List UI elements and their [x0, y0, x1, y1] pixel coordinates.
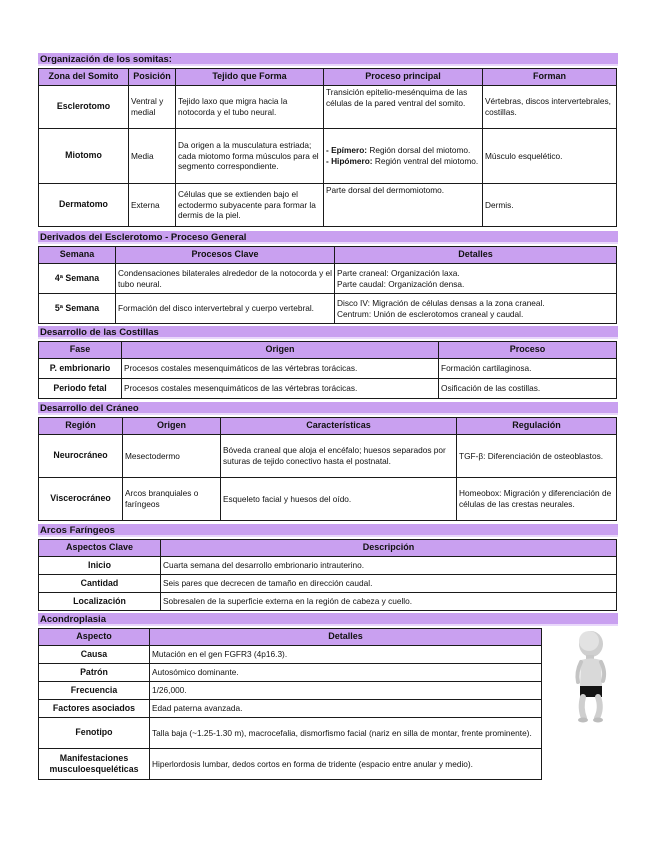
row-label: 4ª Semana — [39, 264, 116, 294]
child-photo — [567, 628, 615, 724]
row-label: Miotomo — [39, 129, 129, 184]
table-row — [39, 359, 617, 379]
hipomero-label: - Hipómero: — [326, 156, 373, 166]
section-title-somitas: Organización de los somitas: — [38, 53, 618, 66]
table-cell: Procesos costales mesenquimáticos de las vértebras torácicas. — [122, 359, 439, 379]
table-cell: Parte dorsal del dermomiotomo. — [324, 184, 483, 227]
detail-line: Centrum: Unión de esclerotomos craneal y caudal. — [337, 308, 524, 319]
table-row — [39, 664, 542, 682]
epimero-label: - Epímero: — [326, 145, 368, 156]
header-cell: Posición — [129, 69, 176, 86]
detail-line: Parte caudal: Organización densa. — [337, 278, 465, 289]
table-cell: TGF-β: Diferenciación de osteoblastos. — [457, 435, 617, 478]
hipomero-text: Región ventral del miotomo. — [372, 156, 479, 166]
header-cell: Características — [221, 418, 457, 435]
row-label: Localización — [39, 593, 161, 611]
detail-line: Parte craneal: Organización laxa. — [337, 267, 460, 278]
section-title-esclerotomo: Derivados del Esclerotomo - Proceso General — [38, 231, 618, 244]
craneo-table — [38, 417, 617, 521]
table-cell: Talla baja (~1.25-1.30 m), macrocefalia, dismorfismo facial (nariz en silla de montar, frente prominente). — [150, 718, 542, 749]
arcos-table — [38, 539, 617, 611]
table-cell: Arcos branquiales o faríngeos — [123, 478, 221, 521]
costillas-table — [38, 341, 617, 399]
table-cell: Tejido laxo que migra hacia la notocorda y el tubo neural. — [176, 86, 324, 129]
table-row — [39, 86, 617, 129]
header-cell: Descripción — [161, 540, 617, 557]
header-cell: Origen — [122, 342, 439, 359]
section-title-costillas: Desarrollo de las Costillas — [38, 326, 618, 339]
row-label: Cantidad — [39, 575, 161, 593]
table-cell: Autosómico dominante. — [150, 664, 542, 682]
row-label: Viscerocráneo — [39, 478, 123, 521]
table-cell: Ventral y medial — [129, 86, 176, 129]
header-cell: Aspecto — [39, 629, 150, 646]
table-cell: Osificación de las costillas. — [439, 379, 617, 399]
somitas-table — [38, 68, 617, 227]
row-label: Esclerotomo — [39, 86, 129, 129]
table-cell: Músculo esquelético. — [483, 129, 617, 184]
table-cell: Media — [129, 129, 176, 184]
table-cell: Hiperlordosis lumbar, dedos cortos en forma de tridente (espacio entre anular y medio). — [150, 749, 542, 780]
header-cell: Fase — [39, 342, 122, 359]
table-cell: Sobresalen de la superficie externa en la región de cabeza y cuello. — [161, 593, 617, 611]
header-cell: Procesos Clave — [116, 247, 335, 264]
table-row — [39, 557, 617, 575]
header-cell: Semana — [39, 247, 116, 264]
table-cell: Seis pares que decrecen de tamaño en dirección caudal. — [161, 575, 617, 593]
header-cell: Origen — [123, 418, 221, 435]
table-cell: Vértebras, discos intervertebrales, costillas. — [483, 86, 617, 129]
table-cell — [324, 129, 483, 184]
esclerotomo-table — [38, 246, 617, 324]
table-row — [39, 379, 617, 399]
table-row — [39, 575, 617, 593]
table-cell: Condensaciones bilaterales alrededor de la notocorda y el tubo neural. — [116, 264, 335, 294]
table-row — [39, 718, 542, 749]
table-cell: Células que se extienden bajo el ectodermo subyacente para formar la dermis de la piel. — [176, 184, 324, 227]
table-cell: Esqueleto facial y huesos del oído. — [221, 478, 457, 521]
table-cell: Homeobox: Migración y diferenciación de células de las crestas neurales. — [457, 478, 617, 521]
section-title-acondroplasia: Acondroplasia — [38, 613, 618, 626]
table-row — [39, 593, 617, 611]
table-cell — [335, 264, 617, 294]
header-cell: Detalles — [335, 247, 617, 264]
table-row — [39, 700, 542, 718]
header-cell: Tejido que Forma — [176, 69, 324, 86]
row-label: Patrón — [39, 664, 150, 682]
row-label: Neurocráneo — [39, 435, 123, 478]
detail-line: Disco IV: Migración de células densas a la zona craneal. — [337, 297, 545, 308]
table-cell — [335, 294, 617, 324]
table-cell: Da origen a la musculatura estriada; cada miotomo forma músculos para el segmento correspondiente. — [176, 129, 324, 184]
epimero-text: Región dorsal del miotomo. — [367, 145, 471, 156]
section-title-craneo: Desarrollo del Cráneo — [38, 402, 618, 415]
header-cell: Regulación — [457, 418, 617, 435]
row-label: Dermatomo — [39, 184, 129, 227]
table-row — [39, 682, 542, 700]
table-cell: Formación del disco intervertebral y cuerpo vertebral. — [116, 294, 335, 324]
row-label: Causa — [39, 646, 150, 664]
header-cell: Zona del Somito — [39, 69, 129, 86]
row-label: Factores asociados — [39, 700, 150, 718]
table-row — [39, 129, 617, 184]
table-row — [39, 184, 617, 227]
table-cell: Edad paterna avanzada. — [150, 700, 542, 718]
table-cell: Procesos costales mesenquimáticos de las vértebras torácicas. — [122, 379, 439, 399]
table-cell: Dermis. — [483, 184, 617, 227]
row-label: Periodo fetal — [39, 379, 122, 399]
header-cell: Proceso principal — [324, 69, 483, 86]
table-cell: Cuarta semana del desarrollo embrionario intrauterino. — [161, 557, 617, 575]
header-cell: Región — [39, 418, 123, 435]
table-row — [39, 749, 542, 780]
table-cell: 1/26,000. — [150, 682, 542, 700]
table-cell: Mutación en el gen FGFR3 (4p16.3). — [150, 646, 542, 664]
row-label: P. embrionario — [39, 359, 122, 379]
table-row — [39, 646, 542, 664]
header-cell: Proceso — [439, 342, 617, 359]
row-label: Manifestaciones musculoesqueléticas — [39, 749, 150, 780]
row-label: 5ª Semana — [39, 294, 116, 324]
table-cell: Transición epitelio-mesénquima de las células de la pared ventral del somito. — [324, 86, 483, 129]
header-cell: Aspectos Clave — [39, 540, 161, 557]
header-cell: Forman — [483, 69, 617, 86]
table-row — [39, 435, 617, 478]
row-label: Frecuencia — [39, 682, 150, 700]
table-row — [39, 294, 617, 324]
row-label: Inicio — [39, 557, 161, 575]
acondroplasia-table — [38, 628, 542, 780]
table-cell: Bóveda craneal que aloja el encéfalo; huesos separados por suturas de tejido conectivo hasta el postnatal. — [221, 435, 457, 478]
table-cell: Formación cartilaginosa. — [439, 359, 617, 379]
table-cell: Mesectodermo — [123, 435, 221, 478]
row-label: Fenotipo — [39, 718, 150, 749]
section-title-arcos: Arcos Faríngeos — [38, 524, 618, 537]
header-cell: Detalles — [150, 629, 542, 646]
table-row — [39, 264, 617, 294]
table-row — [39, 478, 617, 521]
table-cell: Externa — [129, 184, 176, 227]
